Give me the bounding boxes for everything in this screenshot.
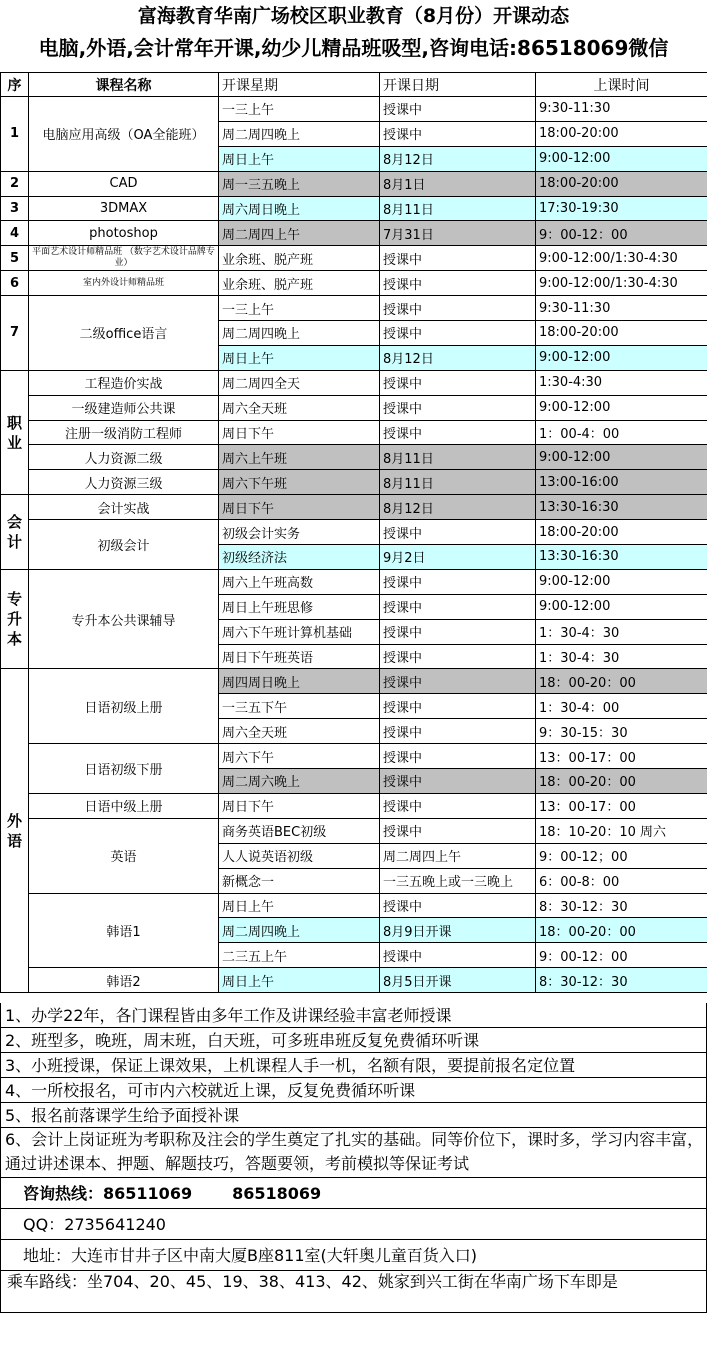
date-cell: 授课中: [380, 943, 536, 968]
date-cell: 授课中: [380, 644, 536, 669]
week-cell: 周六下午: [219, 744, 380, 769]
date-cell: 8月12日: [380, 146, 536, 171]
course-name: 日语初级下册: [29, 744, 219, 794]
table-row: [1, 246, 707, 271]
address: 地址：大连市甘井子区中南大厦B座811室(大轩奥儿童百货入口): [1, 1240, 706, 1271]
week-cell: 周二周四晚上: [219, 121, 380, 146]
course-name: 日语初级上册: [29, 669, 219, 744]
week-cell: 初级会计实务: [219, 520, 380, 545]
date-cell: 授课中: [380, 296, 536, 321]
week-cell: 周六全天班: [219, 395, 380, 420]
date-cell: 授课中: [380, 97, 536, 122]
table-row: [1, 97, 707, 122]
week-cell: 周日上午: [219, 146, 380, 171]
week-cell: 周六上午班高数: [219, 569, 380, 594]
week-cell: 初级经济法: [219, 545, 380, 570]
page-subtitle: 电脑,外语,会计常年开课,幼少儿精品班吸型,咨询电话:86518069微信: [38, 36, 669, 60]
time-cell: 9：00-12；00: [536, 843, 707, 868]
hotline-number-1: 86511069: [103, 1184, 193, 1203]
table-row: [1, 420, 707, 445]
date-cell: 授课中: [380, 793, 536, 818]
week-cell: 周二周四全天: [219, 370, 380, 395]
time-cell: 9:00-12:00/1:30-4:30: [536, 271, 707, 296]
week-cell: 周六上午班: [219, 445, 380, 470]
week-cell: 人人说英语初级: [219, 843, 380, 868]
date-cell: 授课中: [380, 321, 536, 346]
date-cell: 周二周四上午: [380, 843, 536, 868]
table-row: [1, 445, 707, 470]
week-cell: 周日下午: [219, 793, 380, 818]
course-name: 3DMAX: [29, 196, 219, 221]
week-cell: 周日下午: [219, 495, 380, 520]
date-cell: 授课中: [380, 893, 536, 918]
date-cell: 授课中: [380, 420, 536, 445]
table-row: [1, 744, 707, 769]
course-name: 一级建造师公共课: [29, 395, 219, 420]
page-title: 富海教育华南广场校区职业教育（8月份）开课动态: [137, 5, 570, 27]
course-name: CAD: [29, 171, 219, 196]
week-cell: 周六全天班: [219, 719, 380, 744]
time-cell: 17:30-19:30: [536, 196, 707, 221]
time-cell: 9:30-11:30: [536, 97, 707, 122]
date-cell: 8月12日: [380, 495, 536, 520]
time-cell: 13：00-17：00: [536, 744, 707, 769]
table-row: [1, 171, 707, 196]
course-name: photoshop: [29, 221, 219, 246]
time-cell: 9:00-12:00: [536, 146, 707, 171]
time-cell: 9:00-12:00/1:30-4:30: [536, 246, 707, 271]
table-row: [1, 271, 707, 296]
date-cell: 授课中: [380, 569, 536, 594]
time-cell: 18：00-20：00: [536, 769, 707, 794]
row-seq: 2: [1, 171, 29, 196]
time-cell: 13:00-16:00: [536, 470, 707, 495]
time-cell: 1：30-4：30: [536, 644, 707, 669]
time-cell: 9:00-12:00: [536, 594, 707, 619]
note-item: 1、办学22年，各门课程皆由多年工作及讲课经验丰富老师授课: [1, 1003, 706, 1028]
week-cell: 周日上午: [219, 893, 380, 918]
table-row: [1, 196, 707, 221]
date-cell: 授课中: [380, 271, 536, 296]
week-cell: 一三上午: [219, 296, 380, 321]
week-cell: 业余班、脱产班: [219, 271, 380, 296]
note-item: 6、会计上岗证班为考职称及注会的学生奠定了扎实的基础。同等价位下，课时多，学习内容丰富，通过讲述课本、押题、解题技巧，答题要领，考前模拟等保证考试: [1, 1128, 706, 1178]
date-cell: 一三五晚上或一三晚上: [380, 868, 536, 893]
header-week: 开课星期: [219, 73, 380, 97]
week-cell: 周日上午班思修: [219, 594, 380, 619]
hotline-number-2: 86518069: [232, 1184, 322, 1203]
category-foreign-language: 外语: [1, 669, 29, 993]
week-cell: 周六周日晚上: [219, 196, 380, 221]
week-cell: 业余班、脱产班: [219, 246, 380, 271]
time-cell: 9:00-12:00: [536, 395, 707, 420]
time-cell: 18:00-20:00: [536, 321, 707, 346]
time-cell: 18：00-20：00: [536, 918, 707, 943]
course-name: 电脑应用高级（OA全能班）: [29, 97, 219, 172]
date-cell: 授课中: [380, 594, 536, 619]
time-cell: 13：00-17：00: [536, 793, 707, 818]
category-accounting: 会计: [1, 495, 29, 570]
week-cell: 周二周四晚上: [219, 918, 380, 943]
date-cell: 9月2日: [380, 545, 536, 570]
week-cell: 周一三五晚上: [219, 171, 380, 196]
course-name: 人力资源二级: [29, 445, 219, 470]
course-name: 人力资源三级: [29, 470, 219, 495]
table-row: [1, 893, 707, 918]
table-row: [1, 470, 707, 495]
week-cell: 一三上午: [219, 97, 380, 122]
date-cell: 8月1日: [380, 171, 536, 196]
time-cell: 18:00-20:00: [536, 171, 707, 196]
time-cell: 8：30-12：30: [536, 893, 707, 918]
qq-number: QQ：2735641240: [1, 1209, 706, 1240]
time-cell: 1：30-4：30: [536, 619, 707, 644]
table-row: [1, 520, 707, 545]
week-cell: 周二周六晚上: [219, 769, 380, 794]
header-date: 开课日期: [380, 73, 536, 97]
time-cell: 18:00-20:00: [536, 520, 707, 545]
date-cell: 授课中: [380, 769, 536, 794]
hotline-label: 咨询热线：: [23, 1184, 104, 1203]
time-cell: 9:00-12:00: [536, 569, 707, 594]
week-cell: 周日上午: [219, 968, 380, 993]
note-item: 5、报名前落课学生给予面授补课: [1, 1103, 706, 1128]
date-cell: 8月12日: [380, 345, 536, 370]
category-upgrade: 专升本: [1, 569, 29, 669]
table-row: [1, 370, 707, 395]
table-row: [1, 793, 707, 818]
time-cell: 13:30-16:30: [536, 495, 707, 520]
course-name: 专升本公共课辅导: [29, 569, 219, 669]
course-name: 韩语1: [29, 893, 219, 968]
header-seq: 序: [1, 73, 29, 97]
week-cell: 周日下午班英语: [219, 644, 380, 669]
time-cell: 18：00-20：00: [536, 669, 707, 694]
table-row: [1, 495, 707, 520]
time-cell: 13:30-16:30: [536, 545, 707, 570]
course-name: 二级office语言: [29, 296, 219, 371]
time-cell: 9：00-12：00: [536, 221, 707, 246]
time-cell: 6：00-8：00: [536, 868, 707, 893]
time-cell: 8：30-12：30: [536, 968, 707, 993]
table-row: [1, 296, 707, 321]
course-name: 英语: [29, 818, 219, 893]
course-name: 会计实战: [29, 495, 219, 520]
date-cell: 授课中: [380, 395, 536, 420]
course-name: 室内外设计师精品班: [29, 271, 219, 296]
course-name: 日语中级上册: [29, 793, 219, 818]
row-seq: 1: [1, 97, 29, 172]
hotline: [1, 1178, 706, 1209]
week-cell: 商务英语BEC初级: [219, 818, 380, 843]
bus-route: 乘车路线：坐704、20、45、19、38、413、42、姚家到兴工街在华南广场下车即是: [1, 1271, 706, 1313]
row-seq: 6: [1, 271, 29, 296]
week-cell: 二三五上午: [219, 943, 380, 968]
row-seq: 7: [1, 296, 29, 371]
time-cell: 9:00-12:00: [536, 445, 707, 470]
week-cell: 一三五下午: [219, 694, 380, 719]
date-cell: 8月11日: [380, 470, 536, 495]
time-cell: 1：30-4：00: [536, 694, 707, 719]
week-cell: 周二周四晚上: [219, 321, 380, 346]
note-item: 2、班型多，晚班，周末班，白天班，可多班串班反复免费循环听课: [1, 1028, 706, 1053]
date-cell: 授课中: [380, 246, 536, 271]
row-seq: 5: [1, 246, 29, 271]
week-cell: 周四周日晚上: [219, 669, 380, 694]
date-cell: 8月11日: [380, 196, 536, 221]
date-cell: 授课中: [380, 370, 536, 395]
week-cell: 周日上午: [219, 345, 380, 370]
date-cell: 授课中: [380, 619, 536, 644]
note-item: 3、小班授课，保证上课效果，上机课程人手一机，名额有限，要提前报名定位置: [1, 1053, 706, 1078]
date-cell: 8月11日: [380, 445, 536, 470]
date-cell: 8月5日开课: [380, 968, 536, 993]
time-cell: 9:30-11:30: [536, 296, 707, 321]
notes-section: [0, 1003, 707, 1313]
category-vocational: 职业: [1, 370, 29, 494]
course-name: 平面艺术设计师精品班 （数字艺术设计品牌专业）: [29, 246, 219, 271]
table-header-row: [1, 73, 707, 97]
row-seq: 4: [1, 221, 29, 246]
time-cell: 9:00-12:00: [536, 345, 707, 370]
course-name: 注册一级消防工程师: [29, 420, 219, 445]
date-cell: 授课中: [380, 520, 536, 545]
time-cell: 18:00-20:00: [536, 121, 707, 146]
time-cell: 1：00-4：00: [536, 420, 707, 445]
date-cell: 授课中: [380, 719, 536, 744]
table-row: [1, 669, 707, 694]
table-row: [1, 395, 707, 420]
date-cell: 7月31日: [380, 221, 536, 246]
week-cell: 周六下午班计算机基础: [219, 619, 380, 644]
date-cell: 授课中: [380, 694, 536, 719]
date-cell: 8月9日开课: [380, 918, 536, 943]
date-cell: 授课中: [380, 818, 536, 843]
time-cell: 9：00-12：00: [536, 943, 707, 968]
table-row: [1, 968, 707, 993]
week-cell: 周六下午班: [219, 470, 380, 495]
week-cell: 周二周四上午: [219, 221, 380, 246]
date-cell: 授课中: [380, 121, 536, 146]
row-seq: 3: [1, 196, 29, 221]
course-schedule-table: [0, 72, 707, 993]
course-name: 韩语2: [29, 968, 219, 993]
table-row: [1, 221, 707, 246]
date-cell: 授课中: [380, 744, 536, 769]
table-row: [1, 569, 707, 594]
date-cell: 授课中: [380, 669, 536, 694]
table-row: [1, 818, 707, 843]
header-time: 上课时间: [536, 73, 707, 97]
time-cell: 1:30-4:30: [536, 370, 707, 395]
week-cell: 周日下午: [219, 420, 380, 445]
week-cell: 新概念一: [219, 868, 380, 893]
header-course: 课程名称: [29, 73, 219, 97]
course-name: 初级会计: [29, 520, 219, 570]
course-name: 工程造价实战: [29, 370, 219, 395]
time-cell: 18：10-20：10 周六: [536, 818, 707, 843]
note-item: 4、一所校报名，可市内六校就近上课，反复免费循环听课: [1, 1078, 706, 1103]
time-cell: 9：30-15：30: [536, 719, 707, 744]
